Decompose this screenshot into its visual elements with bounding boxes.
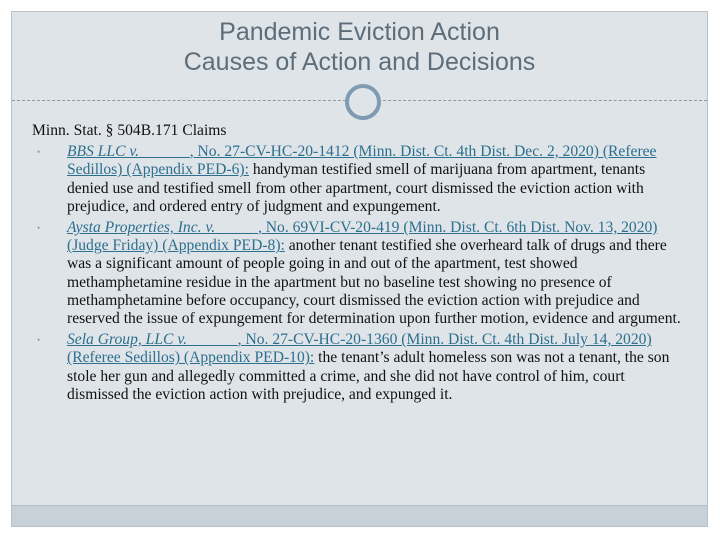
bullet-icon: • <box>37 335 41 346</box>
slide <box>11 11 708 527</box>
list-item <box>32 331 682 404</box>
title-line-1: Pandemic Eviction Action <box>219 18 500 46</box>
section-heading: Minn. Stat. § 504B.171 Claims <box>32 122 227 139</box>
case-name: Aysta Properties, Inc. v. _____ <box>67 219 258 237</box>
case-citation: , No. 27-CV-HC-20-1360 (Minn. Dist. Ct. 4th Dist. July 14, 2020) (Referee Sedillos) (Appendix PED-10): <box>67 331 652 367</box>
case-name: BBS LLC v. ______ <box>67 143 190 161</box>
case-summary: another tenant testified she overheard talk of drugs and there was a significant amount of people going in and out of the apartment, test showed methamphetamine residue in the apartment but no baseline test showing no presence of methamphetamine before occupancy, court dismissed the eviction action with prejudice and reserved the issue of expungement for determination upon further motion, evidence and argument. <box>67 237 681 328</box>
bullet-icon: • <box>37 147 41 158</box>
bullet-icon: • <box>37 223 41 234</box>
case-citation: , No. 69VI-CV-20-419 (Minn. Dist. Ct. 6th Dist. Nov. 13, 2020) (Judge Friday) (Appendix PED-8): <box>67 219 658 255</box>
case-summary: handyman testified smell of marijuana from apartment, tenants denied use and testified smell from other apartment, court dismissed the eviction action with prejudice, and ordered entry of judgment and expungement. <box>67 161 646 215</box>
case-citation: , No. 27-CV-HC-20-1412 (Minn. Dist. Ct. 4th Dist. Dec. 2, 2020) (Referee Sedillos) (Appendix PED-6): <box>67 143 657 179</box>
case-list <box>32 143 682 404</box>
case-name: Sela Group, LLC v. ______ <box>67 331 238 349</box>
title-line-2: Causes of Action and Decisions <box>183 48 536 76</box>
footer-bar <box>12 505 707 526</box>
circle-ornament-icon <box>345 84 381 120</box>
list-item <box>32 143 682 216</box>
case-summary: the tenant’s adult homeless son was not a tenant, the son stole her gun and allegedly committed a crime, and she did not have control of him, court dismissed the eviction action with prejudice, and expunged it. <box>67 349 670 403</box>
slide-content <box>32 122 682 407</box>
list-item <box>32 219 682 328</box>
